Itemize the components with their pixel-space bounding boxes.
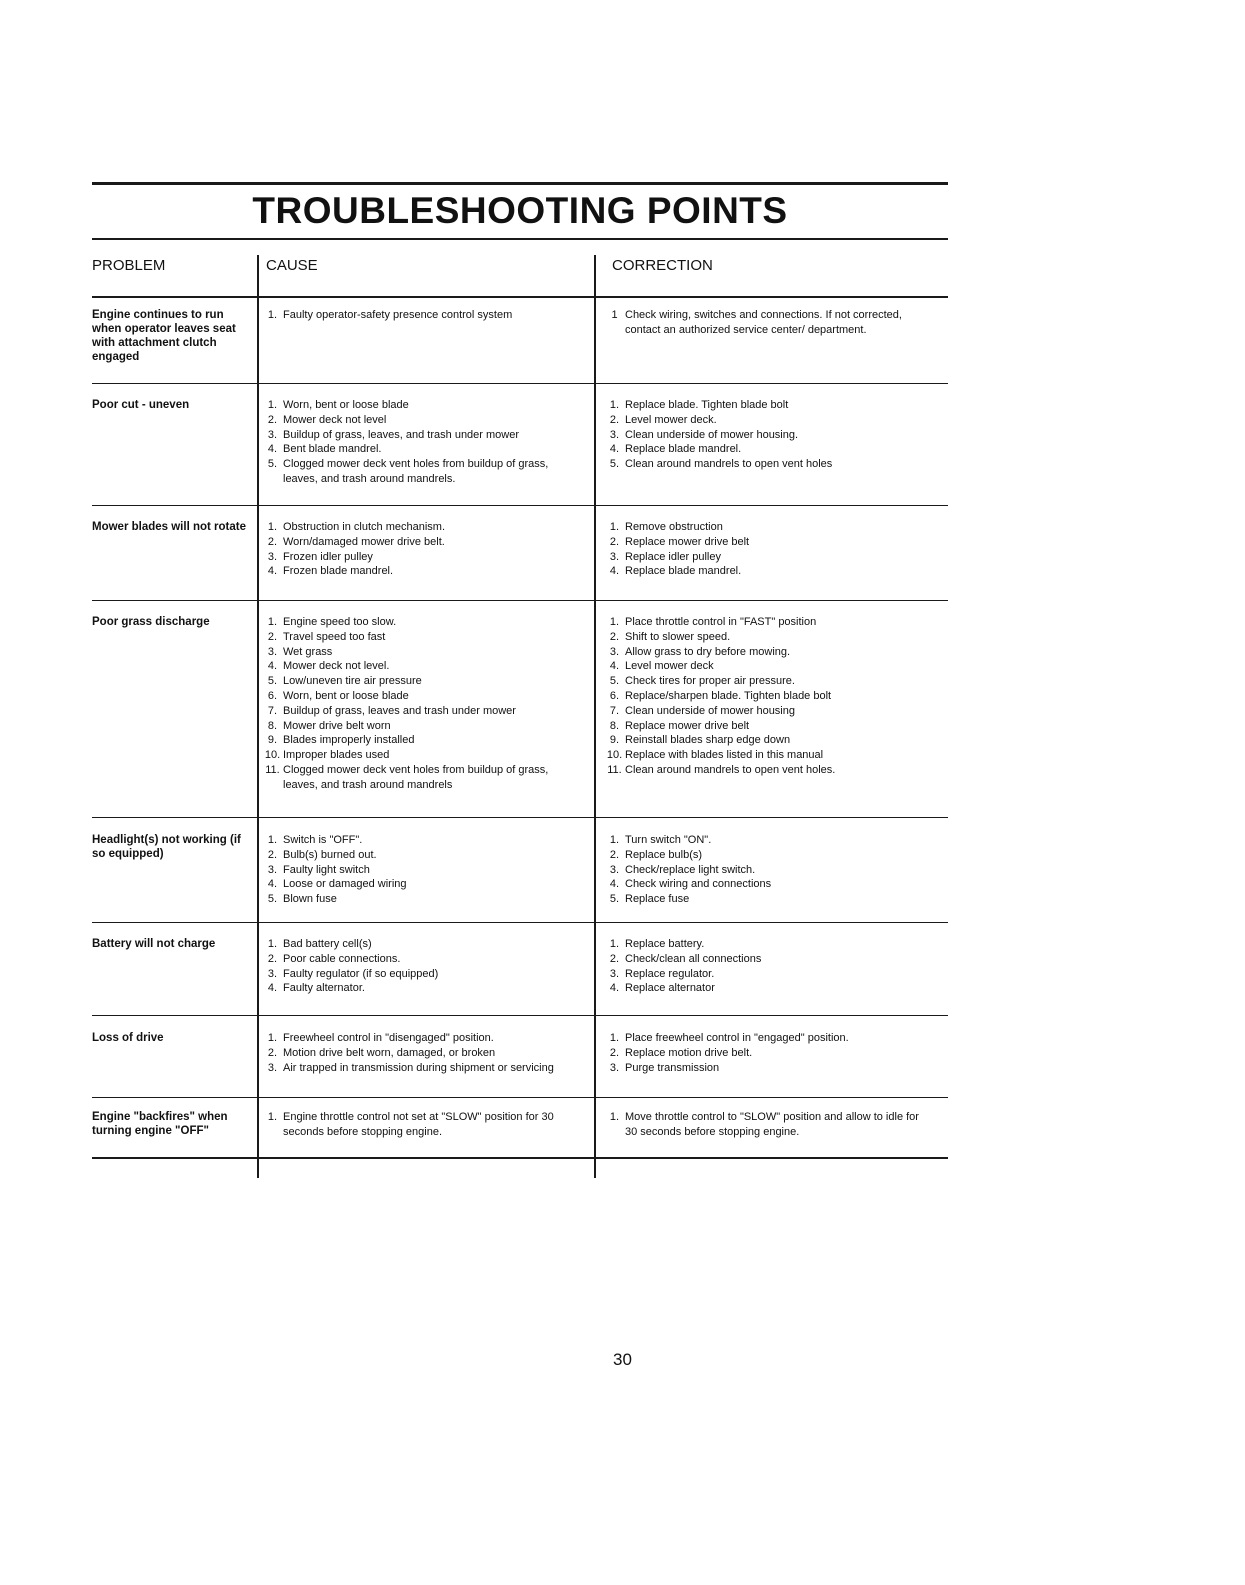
- cause-item: 1. Engine throttle control not set at "SLOW" position for 30 seconds before stopping engine.: [267, 1111, 554, 1138]
- cause-item: 4. Bent blade mandrel.: [267, 443, 382, 456]
- cause-item: 9. Blades improperly installed: [267, 734, 415, 747]
- cause-list: [262, 833, 584, 907]
- cause-item: 3. Frozen idler pulley: [267, 550, 373, 563]
- cause-item: 2. Mower deck not level: [267, 413, 387, 426]
- cause-item: 8. Mower drive belt worn: [267, 719, 391, 732]
- correction-item: 7. Clean underside of mower housing: [609, 704, 795, 717]
- correction-item: 4. Replace blade mandrel.: [609, 443, 742, 456]
- problem-text: Loss of drive: [92, 1032, 164, 1044]
- problem-text: Headlight(s) not working (if so equipped): [92, 834, 241, 860]
- correction-list: [604, 308, 924, 338]
- correction-list: [604, 615, 924, 778]
- cause-header: CAUSE: [266, 257, 318, 274]
- correction-item: 2. Replace bulb(s): [609, 848, 703, 861]
- cause-item: 2. Travel speed too fast: [267, 630, 386, 643]
- correction-item: 2. Level mower deck.: [609, 413, 717, 426]
- correction-list: [604, 1031, 924, 1075]
- problem-text: Poor cut - uneven: [92, 399, 190, 411]
- correction-item: 5. Clean around mandrels to open vent holes: [609, 458, 833, 471]
- cause-item: 3. Wet grass: [267, 645, 333, 658]
- cause-item: 1. Faulty operator-safety presence control system: [267, 309, 513, 321]
- correction-item: 5. Check tires for proper air pressure.: [609, 675, 795, 688]
- cause-list: [262, 1110, 584, 1140]
- cause-item: 1. Worn, bent or loose blade: [267, 399, 409, 411]
- correction-item: 4. Check wiring and connections: [609, 878, 772, 891]
- correction-item: 2. Check/clean all connections: [609, 952, 762, 965]
- correction-item: 8. Replace mower drive belt: [609, 719, 750, 732]
- cause-column-divider: [257, 255, 259, 1178]
- correction-header: CORRECTION: [612, 257, 713, 274]
- correction-column-divider: [594, 255, 596, 1178]
- cause-item: 5. Low/uneven tire air pressure: [267, 675, 422, 688]
- cause-list: [262, 398, 584, 487]
- correction-item: 1. Replace battery.: [609, 938, 705, 950]
- cause-item: 1. Freewheel control in "disengaged" position.: [267, 1032, 494, 1044]
- cause-item: 6. Worn, bent or loose blade: [267, 689, 409, 702]
- cause-item: 3. Air trapped in transmission during shipment or servicing: [267, 1061, 554, 1074]
- correction-list: [604, 833, 924, 907]
- cause-item: 5. Clogged mower deck vent holes from buildup of grass, leaves, and trash around mandrels.: [267, 458, 549, 485]
- correction-item: 3. Purge transmission: [609, 1061, 720, 1074]
- correction-item: 1. Turn switch "ON".: [609, 834, 712, 846]
- correction-list: [604, 398, 924, 472]
- cause-item: 4. Faulty alternator.: [267, 982, 365, 995]
- cause-item: 3. Faulty regulator (if so equipped): [267, 967, 439, 980]
- correction-item: 5. Replace fuse: [609, 893, 690, 906]
- page-number: 30: [613, 1350, 632, 1369]
- correction-item: 4. Replace alternator: [609, 982, 715, 995]
- problem-text: Engine "backfires" when turning engine "OFF": [92, 1111, 228, 1137]
- cause-list: [262, 615, 584, 793]
- cause-item: 1. Bad battery cell(s): [267, 938, 372, 950]
- correction-item: 2. Replace motion drive belt.: [609, 1046, 753, 1059]
- problem-text: Battery will not charge: [92, 938, 216, 950]
- correction-item: 1. Remove obstruction: [609, 521, 723, 533]
- problem-text: Poor grass discharge: [92, 616, 210, 628]
- correction-item: 1 Check wiring, switches and connections. If not corrected, contact an authorized service center/ department.: [611, 309, 902, 336]
- cause-item: 4. Mower deck not level.: [267, 660, 390, 673]
- correction-item: 4. Level mower deck: [609, 660, 714, 673]
- correction-item: 10. Replace with blades listed in this manual: [606, 749, 824, 762]
- cause-item: 3. Faulty light switch: [267, 863, 370, 876]
- correction-item: 1. Replace blade. Tighten blade bolt: [609, 399, 789, 411]
- problem-header: PROBLEM: [92, 257, 166, 274]
- correction-item: 4. Replace blade mandrel.: [609, 565, 742, 578]
- page-title: TROUBLESHOOTING POINTS: [252, 190, 788, 231]
- cause-list: [262, 308, 584, 323]
- cause-list: [262, 1031, 584, 1075]
- correction-item: 6. Replace/sharpen blade. Tighten blade bolt: [609, 689, 832, 702]
- cause-item: 5. Blown fuse: [267, 893, 337, 906]
- correction-item: 3. Replace idler pulley: [609, 550, 721, 563]
- correction-item: 1. Place throttle control in "FAST" position: [609, 616, 817, 628]
- cause-item: 4. Frozen blade mandrel.: [267, 565, 394, 578]
- problem-text: Mower blades will not rotate: [92, 521, 246, 533]
- cause-item: 1. Engine speed too slow.: [267, 616, 397, 628]
- correction-item: 1. Move throttle control to "SLOW" position and allow to idle for 30 seconds before stopping engine.: [609, 1111, 919, 1138]
- correction-item: 2. Shift to slower speed.: [609, 630, 731, 643]
- cause-item: 3. Buildup of grass, leaves, and trash under mower: [267, 428, 520, 441]
- cause-item: 2. Motion drive belt worn, damaged, or broken: [267, 1046, 496, 1059]
- cause-item: 11. Clogged mower deck vent holes from buildup of grass, leaves, and trash around mandrels: [265, 763, 549, 791]
- cause-item: 1. Switch is "OFF".: [267, 834, 363, 846]
- correction-item: 2. Replace mower drive belt: [609, 535, 750, 548]
- cause-item: 2. Bulb(s) burned out.: [267, 848, 377, 861]
- cause-item: 10. Improper blades used: [264, 749, 390, 762]
- correction-item: 3. Replace regulator.: [609, 967, 715, 980]
- correction-list: [604, 1110, 924, 1140]
- correction-item: 3. Clean underside of mower housing.: [609, 428, 799, 441]
- cause-item: 2. Worn/damaged mower drive belt.: [267, 535, 445, 548]
- cause-list: [262, 520, 584, 579]
- cause-item: 4. Loose or damaged wiring: [267, 878, 407, 891]
- correction-item: 3. Check/replace light switch.: [609, 863, 756, 876]
- correction-item: 3. Allow grass to dry before mowing.: [609, 645, 791, 658]
- cause-item: 1. Obstruction in clutch mechanism.: [267, 521, 446, 533]
- cause-item: 7. Buildup of grass, leaves and trash under mower: [267, 704, 516, 717]
- correction-item: 1. Place freewheel control in "engaged" position.: [609, 1032, 849, 1044]
- correction-list: [604, 937, 924, 996]
- correction-item: 9. Reinstall blades sharp edge down: [609, 734, 791, 747]
- correction-item: 11. Clean around mandrels to open vent holes.: [607, 763, 836, 776]
- cause-list: [262, 937, 584, 996]
- cause-item: 2. Poor cable connections.: [267, 952, 401, 965]
- problem-text: Engine continues to run when operator leaves seat with attachment clutch engaged: [92, 309, 236, 363]
- correction-list: [604, 520, 924, 579]
